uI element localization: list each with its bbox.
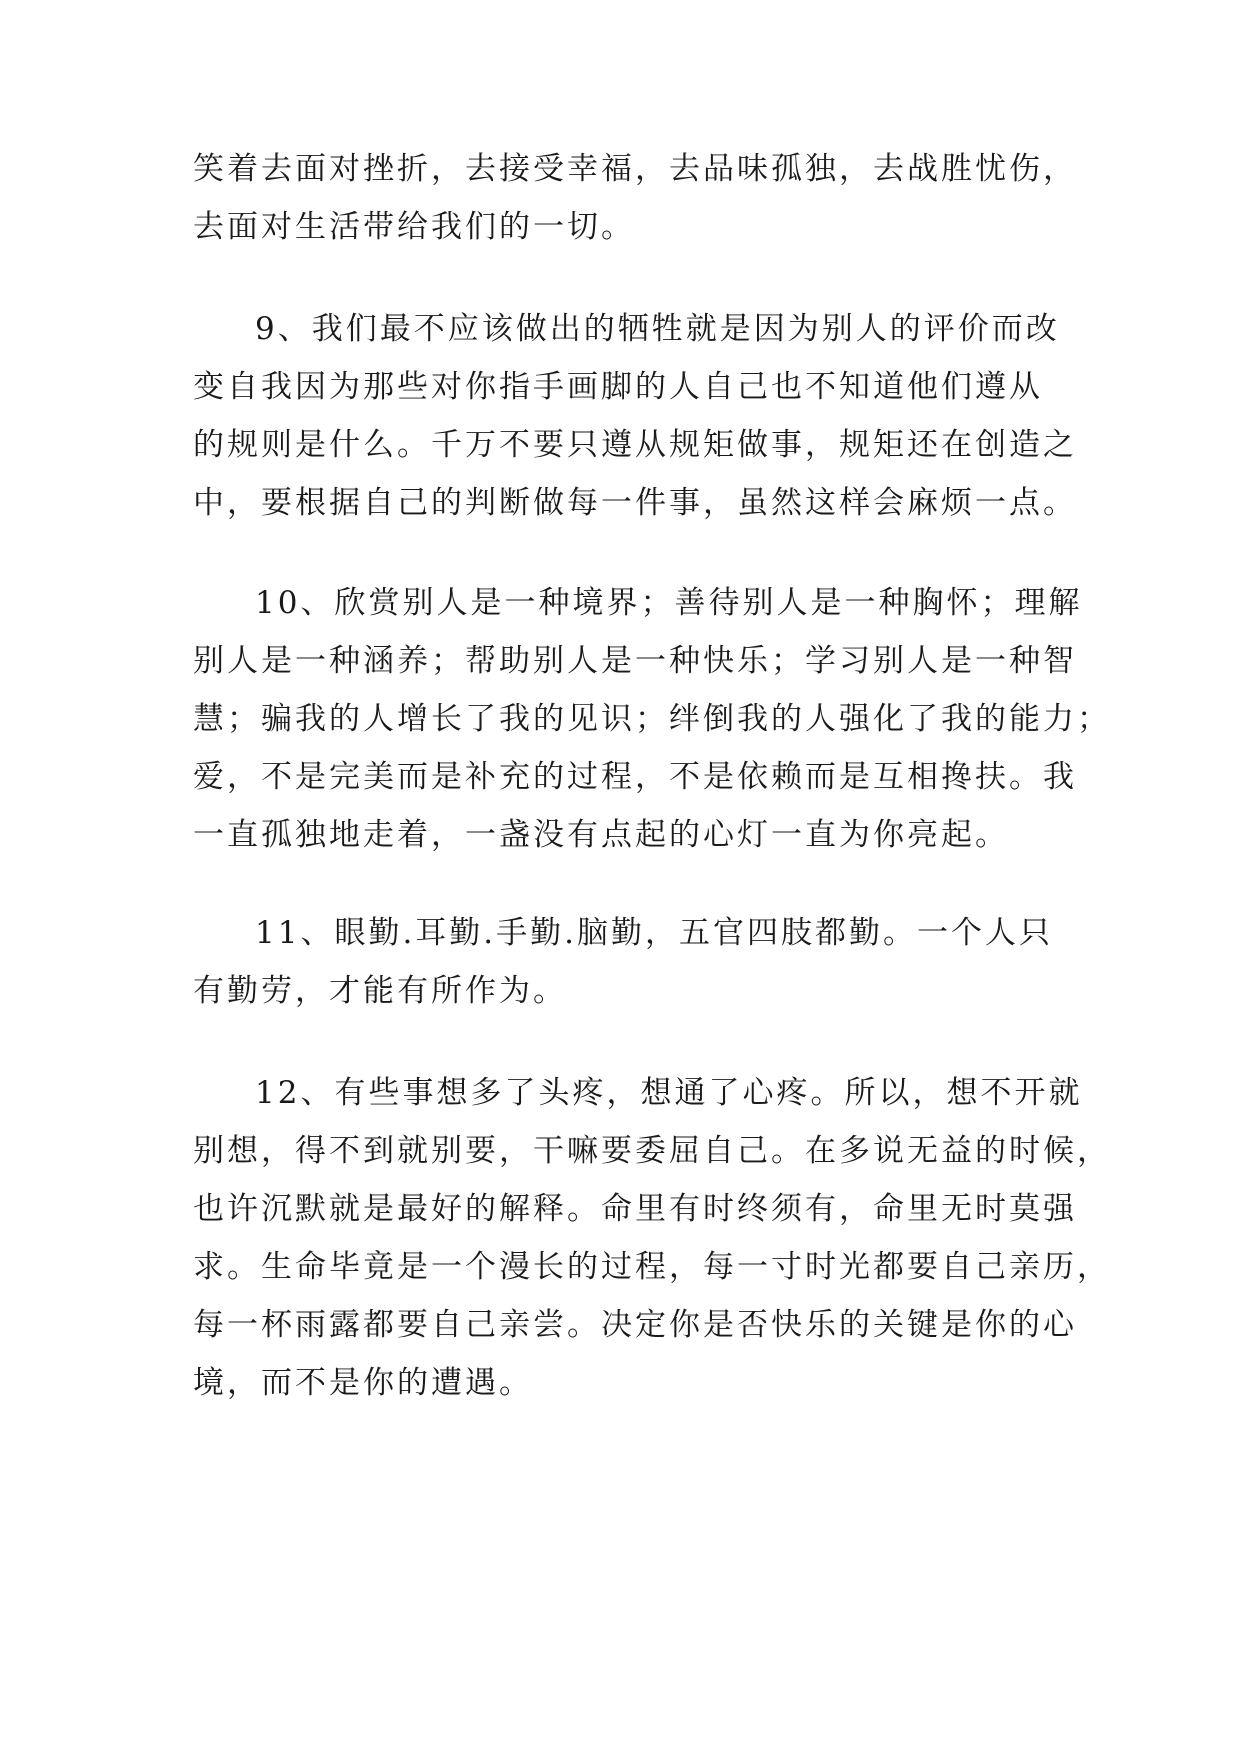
paragraph-item-11 bbox=[193, 904, 1053, 1020]
paragraph-item-12 bbox=[193, 1064, 1111, 1412]
text-line: 别想，得不到就别要，干嘛要委屈自己。在多说无益的时候， bbox=[193, 1133, 1111, 1169]
text-line: 求。生命毕竟是一个漫长的过程，每一寸时光都要自己亲历， bbox=[193, 1249, 1111, 1285]
text-line: 的规则是什么。千万不要只遵从规矩做事，规矩还在创造之 bbox=[193, 427, 1077, 463]
text-line: 爱，不是完美而是补充的过程，不是依赖而是互相搀扶。我 bbox=[193, 759, 1077, 795]
text-line: 慧；骗我的人增长了我的见识；绊倒我的人强化了我的能力； bbox=[193, 701, 1111, 737]
text-line: 变自我因为那些对你指手画脚的人自己也不知道他们遵从 bbox=[193, 369, 1043, 405]
paragraph-item-9 bbox=[193, 300, 1077, 532]
text-line: 别人是一种涵养；帮助别人是一种快乐；学习别人是一种智 bbox=[193, 643, 1077, 679]
paragraph-continuation bbox=[193, 140, 1077, 256]
text-line: 笑着去面对挫折，去接受幸福，去品味孤独，去战胜忧伤， bbox=[193, 151, 1077, 187]
paragraph-item-10 bbox=[193, 574, 1111, 864]
text-line: 每一杯雨露都要自己亲尝。决定你是否快乐的关键是你的心 bbox=[193, 1307, 1077, 1343]
text-line: 10、欣赏别人是一种境界；善待别人是一种胸怀；理解 bbox=[255, 585, 1083, 621]
text-line: 11、眼勤.耳勤.手勤.脑勤，五官四肢都勤。一个人只 bbox=[255, 915, 1054, 951]
text-line: 中，要根据自己的判断做每一件事，虽然这样会麻烦一点。 bbox=[193, 485, 1077, 521]
text-line: 有勤劳，才能有所作为。 bbox=[193, 973, 567, 1009]
text-line: 境，而不是你的遭遇。 bbox=[193, 1365, 533, 1401]
text-line: 9、我们最不应该做出的牺牲就是因为别人的评价而改 bbox=[255, 311, 1060, 347]
text-line: 去面对生活带给我们的一切。 bbox=[193, 209, 635, 245]
text-line: 一直孤独地走着，一盏没有点起的心灯一直为你亮起。 bbox=[193, 817, 1009, 853]
text-line: 也许沉默就是最好的解释。命里有时终须有，命里无时莫强 bbox=[193, 1191, 1077, 1227]
text-line: 12、有些事想多了头疼，想通了心疼。所以，想不开就 bbox=[255, 1075, 1083, 1111]
